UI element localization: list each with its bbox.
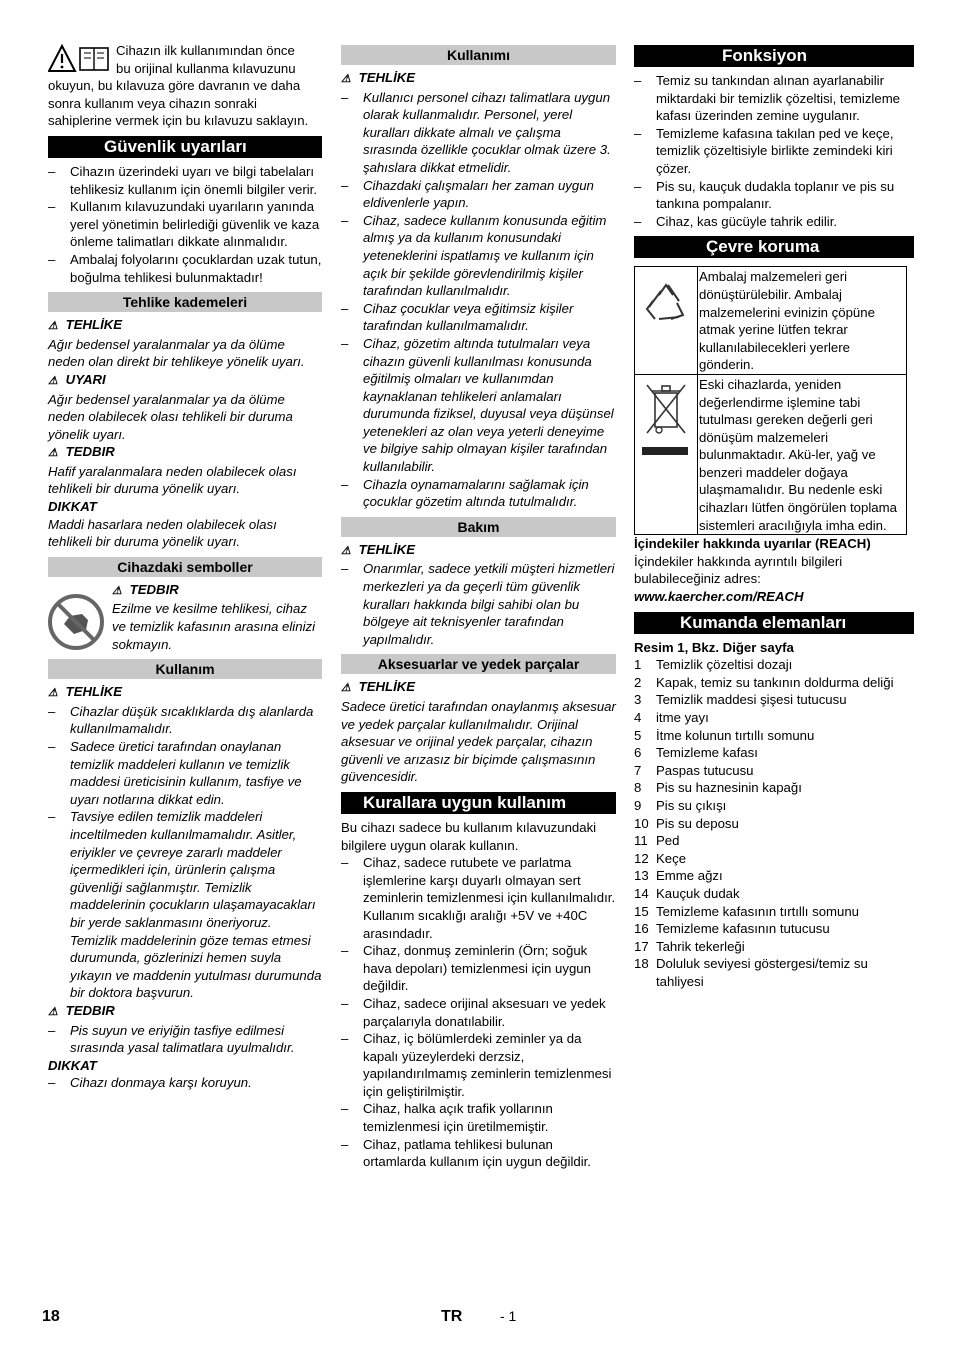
label: TEHLİKE [358,679,416,695]
list-item: 14 Kauçuk dudak [634,885,740,901]
list-item: 15 Temizleme kafasının tırtıllı somunu [634,903,860,919]
list-item: 7 Paspas tutucusu [634,762,754,778]
list-item: – Cihazla oynamamalarını sağlamak için çocuklar gözetim altında tutulmalıdır. [341,476,616,511]
warning-icon: ⚠ [341,682,351,695]
list-item: 10 Pis su deposu [634,815,739,831]
list-item: – Cihaz, sadece rutubete ve parlatma işlemlerine karşı duyarlı olmayan sert zeminlerin temizlenmesi için kullanılmalıdır. Kullanım sıcaklığı aralığı +5V ve +40C arasındadır. [341,854,616,942]
reach-link[interactable]: www.kaercher.com/REACH [634,589,804,605]
list-item: – Cihaz, iç bölümlerdeki zeminler ya da kapalı yüzeylerdeki derzsiz, yapılandırılmamış zeminlerin temizlenmesi için geliştirilmiştir. [341,1030,616,1100]
paragraph: Bu cihazı sadece bu kullanım kılavuzundaki bilgilere uygun olarak kullanın. [341,819,597,853]
list-item: – Pis suyun ve eriyiğin tasfiye edilmesi sırasında yasal talimatlara uyulmalıdır. [48,1022,322,1057]
list-item: – Cihaz, halka açık trafik yollarının temizlenmesi için üretilmemiştir. [341,1100,616,1135]
column-3 [634,42,914,991]
paragraph: Hafif yaralanmalara neden olabilecek olası tehlikeli bir duruma yönelik uyarı. [48,463,297,497]
intro-line-1: Cihazın ilk kullanımından önce [116,43,295,58]
label: TEHLİKE [358,70,416,85]
paragraph: Ağır bedensel yaralanmalar ya da ölüme neden olan direkt bir tehlikeye yönelik uyarı. [48,336,305,370]
list-item: 5 İtme kolunun tırtıllı somunu [634,727,815,743]
recycle-text: Ambalaj malzemeleri geri dönüştürülebilir. Ambalaj malzemelerini evinizin çöpüne atmak yerine lütfen tekrar kullanılabilecekleri yerlere gönderin. [698,267,907,375]
list-item: 11 Ped [634,833,680,849]
no-hand-icon [48,594,104,650]
list-item: 17 Tahrik tekerleği [634,938,745,954]
warning-icon: ⚠ [341,544,351,557]
reach-title: İçindekiler hakkında uyarılar (REACH) [634,536,871,552]
warning-icon: ⚠ [341,73,351,85]
list-item: 18 Doluluk seviyesi göstergesi/temiz su tahliyesi [634,956,868,989]
column-2 [341,42,616,1171]
paragraph: Maddi hasarlara neden olabilecek olası tehlikeli bir duruma yönelik uyarı. [48,516,277,550]
warning-icon: ⚠ [48,374,58,387]
label: TEDBIR [65,444,115,460]
list-item: – Cihazdaki çalışmaları her zaman uygun eldivenlerle yapın. [341,177,616,212]
warning-icon: ⚠ [112,584,122,597]
list-item: 9 Pis su çıkışı [634,797,727,813]
list-item: – Cihaz çocuklar veya eğitimsiz kişiler tarafından kullanılmamalıdır. [341,300,616,335]
subsection-title: Aksesuarlar ve yedek parçalar [341,654,616,674]
intro [48,42,322,130]
label: UYARI [65,371,106,387]
section-title: Kumanda elemanları [634,612,914,634]
subsection-title: Tehlike kademeleri [48,292,322,312]
section-title: Çevre koruma [634,236,914,258]
controls-list [634,656,914,990]
guvenlik-list [48,163,322,286]
section-title: Fonksiyon [634,45,914,67]
paragraph: Sadece üretici tarafından onaylanmış aksesuar ve yedek parçalar kullanılmalıdır. Orijinal aksesuar ve orijinal yedek parçalar, cihazın güvenli ve arızasız bir biçimde çalışmasının güvencesidir. [341,699,616,785]
subsection-title: Kullanımı [341,45,616,65]
section-title: Güvenlik uyarıları [48,136,322,158]
subsection-title: Kullanım [48,659,322,679]
warning-manual-icon [48,44,110,74]
list-item: – Cihazlar düşük sıcaklıklarda dış alanlarda kullanılmamalıdır. [48,703,322,738]
list-item: – Kullanım kılavuzundaki uyarıların yanında yerel yönetimin belirlediği güvenlik ve kaza önleme talimatları dikkate alınmalıdır. [48,198,322,251]
list-item: – Ambalaj folyolarını çocuklardan uzak tutun, boğulma tehlikesi bulunmaktadır! [48,251,322,286]
reach-text: İçindekiler hakkında ayrıntılı bilgileri bulabileceğiniz adres: [634,553,843,587]
list-item: – Cihaz, patlama tehlikesi bulunan ortamlarda kullanım için uygun değildir. [341,1136,616,1171]
label: DIKKAT [48,499,97,515]
symbol-row [48,581,322,653]
disposal-text: Eski cihazlarda, yeniden değerlendirme işlemine tabi tutulması gereken değerli geri dönüşüm malzemeleri bulunmaktadır. Akü-ler, yağ ve benzeri maddeler doğaya ulaşmamalıdır. Bu nedenle eski cihazları lütfen öngörülen toplama sistemleri aracılığıyla imha edin. [698,374,907,534]
column-1 [48,42,322,1092]
list-item: 6 Temizleme kafası [634,745,758,761]
list-item: – Sadece üretici tarafından onaylanan temizlik maddeleri kullanın ve temizlik maddesi üreticisinin kullanım, tasfiye ve uyarı notlarına dikkat edin. [48,738,322,808]
list-item: – Cihaz, gözetim altında tutulmaları veya cihazın güvenli kullanılması konusunda eğitilmiş olmaları ve kullanımdan kaynaklanan tehlikeleri anlamaları durumunda fiziksel, duyusal veya düşünsel yetenekleri az olan veya yeterli deneyime ve bilgiye sahip olmayan kişiler tarafından kullanılabilir. [341,335,616,476]
list-item: 8 Pis su haznesinin kapağı [634,780,802,796]
list-item: – Cihaz, kas gücüyle tahrik edilir. [634,213,914,231]
figure-reference: Resim 1, Bkz. Diğer sayfa [634,639,794,655]
paragraph: Ezilme ve kesilme tehlikesi, cihaz ve temizlik kafasının arasına elinizi sokmayın. [112,601,316,652]
list-item: 2 Kapak, temiz su tankının doldurma deliği [634,674,894,690]
list-item: 1 Temizlik çözeltisi dozajı [634,657,793,673]
warning-icon: ⚠ [48,687,58,700]
list-item: 13 Emme ağzı [634,868,723,884]
list-item: – Temiz su tankından alınan ayarlanabilir miktardaki bir temizlik çözeltisi, temizleme kafası üzerinden zemine uygulanır. [634,72,914,125]
list-item: – Cihazı donmaya karşı koruyun. [48,1074,322,1092]
warning-icon: ⚠ [48,447,58,460]
list-item: – Cihaz, donmuş zeminlerin (Örn; soğuk hava depoları) temizlenmesi için uygun değildir. [341,942,616,995]
list-item: 16 Temizleme kafasının tutucusu [634,921,830,937]
subsection-title: Cihazdaki semboller [48,557,322,577]
intro-line-2: bu orijinal kullanma kılavuzunu [116,60,296,76]
list-item: 12 Keçe [634,850,687,866]
subsection-title: Bakım [341,517,616,537]
label: TEDBIR [129,581,179,597]
crossed-bin-icon [635,375,697,485]
warning-icon: ⚠ [48,1005,58,1018]
label: TEHLİKE [65,317,123,333]
list-item: – Kullanıcı personel cihazı talimatlara uygun olarak kullanmalıdır. Personel, yerel kuralları dikkate almalı ve çalışma sırasında özellikle çocuklar olmak üzere 3. şahıslara dikkat etmelidir. [341,89,616,177]
intro-rest: okuyun, bu kılavuza göre davranın ve daha sonra kullanım veya cihazın sonraki sahiplerine vermek için bu kılavuzu saklayın. [48,78,309,129]
list-item: – Onarımlar, sadece yetkili müşteri hizmetleri merkezleri ya da geçerli tüm güvenlik kuralları hakkında bilgi sahibi olan bu bölgeye ait teknisyenler tarafından yapılmalıdır. [341,560,616,648]
section-title: Kurallara uygun kullanım [341,792,616,814]
label: DIKKAT [48,1057,97,1073]
label: TEHLİKE [65,684,123,700]
list-item: – Temizleme kafasına takılan ped ve keçe, temizlik çözeltisiyle birlikte zemindeki kiri çözer. [634,125,914,178]
recycle-icon [635,267,697,357]
page-sub: - 1 [500,1308,517,1324]
label: TEHLİKE [358,541,416,557]
environment-table [634,266,907,535]
page-number: 18 [42,1308,60,1325]
list-item: 3 Temizlik maddesi şişesi tutucusu [634,692,847,708]
list-item: – Cihaz, sadece kullanım konusunda eğitim almış ya da kullanım konusundaki yeteneklerini ispatlamış ve kullanım için açık bir şekilde görevlendirilmiş kişiler tarafından kullanılmalıdır. [341,212,616,300]
list-item: 4 itme yayı [634,710,709,725]
list-item: – Pis su, kauçuk dudakla toplanır ve pis su tankına pompalanır. [634,178,914,213]
list-item: – Tavsiye edilen temizlik maddeleri inceltilmeden kullanılmamalıdır. Asitler, eriyikler ve çevreye zararlı maddeler içermedikleri için, ürünlerin çalışma güvenliği sağlanmıştır. Temizlik maddelerinin çocukların ulaşamayacakları bir yerde saklanmasını öneriyoruz. Temizlik maddelerinin göze temas etmesi durumunda, gözlerinizi hemen suyla yıkayın ve maddenin yutulması durumunda bir doktora başvurun. [48,808,322,1002]
list-item: – Cihazın üzerindeki uyarı ve bilgi tabelaları tehlikesiz kullanım için önemli bilgiler verir. [48,163,322,198]
warning-icon: ⚠ [48,320,58,333]
list-item: – Cihaz, sadece orijinal aksesuarı ve yedek parçalarıyla donatılabilir. [341,995,616,1030]
paragraph: Ağır bedensel yaralanmalar ya da ölüme neden olabilecek olası tehlikeli bir duruma yönelik uyarı. [48,391,293,442]
language-code: TR [441,1308,463,1325]
label: TEDBIR [65,1002,115,1018]
